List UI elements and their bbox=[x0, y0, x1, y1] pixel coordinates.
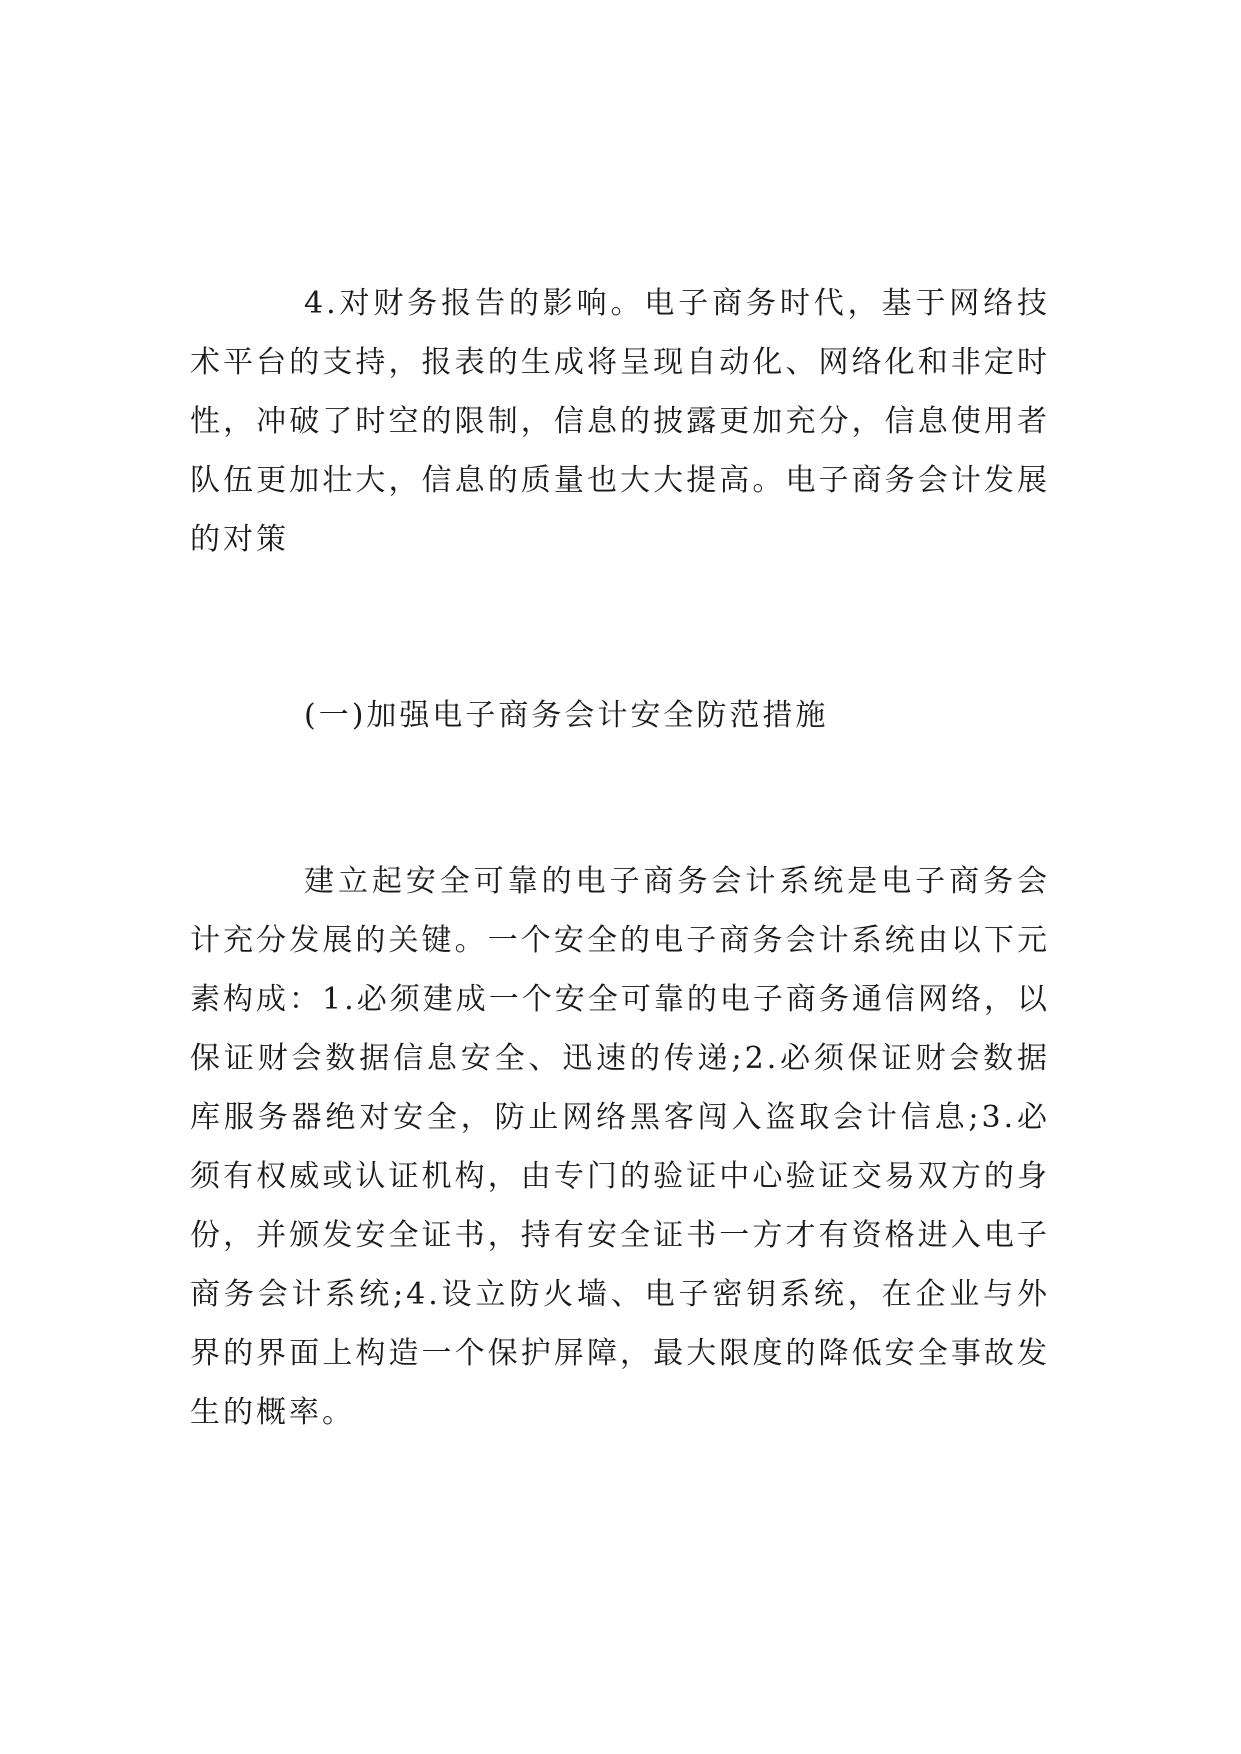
security-measures-paragraph: 建立起安全可靠的电子商务会计系统是电子商务会计充分发展的关键。一个安全的电子商务会计系统由以下元素构成：1.必须建成一个安全可靠的电子商务通信网络，以保证财会数据信息安全、迅速的传递;2.必须保证财会数据库服务器绝对安全，防止网络黑客闯入盗取会计信息;3.必须有权威或认证机构，由专门的验证中心验证交易双方的身份，并颁发安全证书，持有安全证书一方才有资格进入电子商务会计系统;4.设立防火墙、电子密钥系统，在企业与外界的界面上构造一个保护屏障，最大限度的降低安全事故发生的概率。 bbox=[190, 864, 1050, 1430]
financial-report-impact-paragraph: 4.对财务报告的影响。电子商务时代，基于网络技术平台的支持，报表的生成将呈现自动化、网络化和非定时性，冲破了时空的限制，信息的披露更加充分，信息使用者队伍更加壮大，信息的质量也大大提高。电子商务会计发展的对策 bbox=[190, 286, 1050, 557]
section-heading: (一)加强电子商务会计安全防范措施 bbox=[304, 698, 829, 733]
